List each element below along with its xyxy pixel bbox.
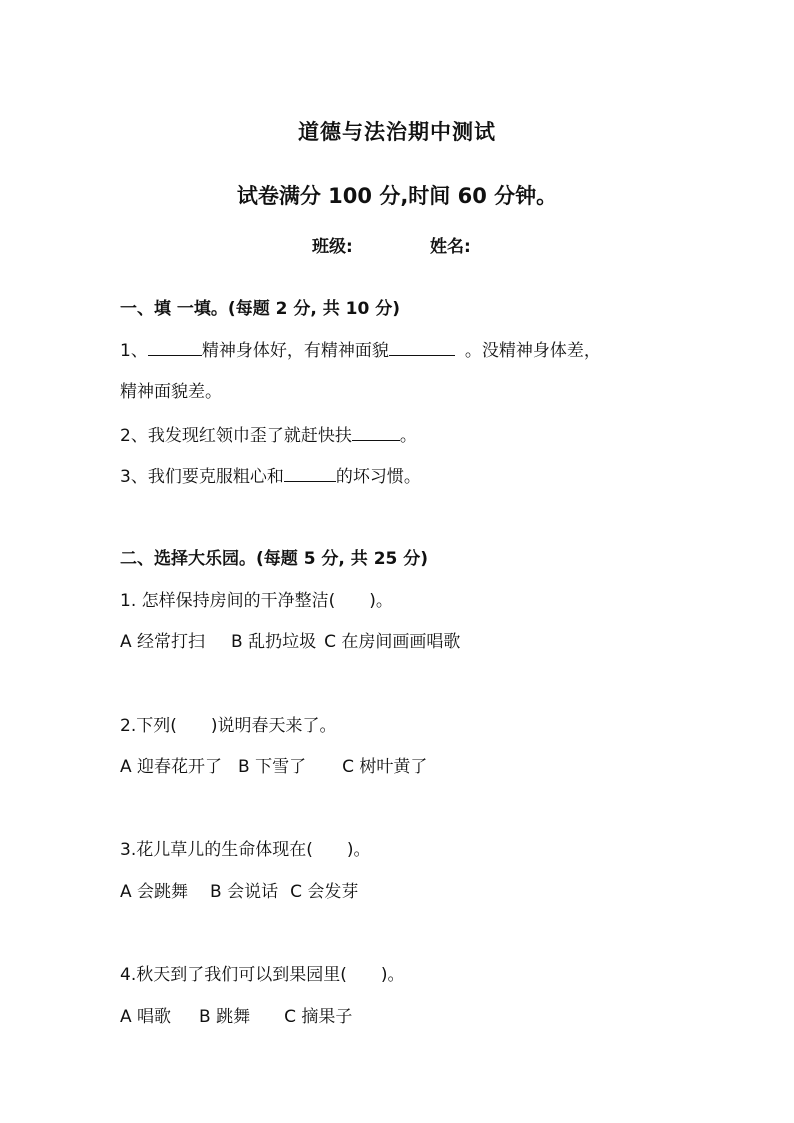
choice-question-1 <box>120 586 393 611</box>
q3-prefix: 3、我们要克服粗心和 <box>120 467 284 487</box>
stem-prefix: 3.花儿草儿的生命体现在( <box>120 840 313 860</box>
choice-question-4 <box>120 960 405 985</box>
choice-options-4 <box>120 1002 352 1027</box>
exam-title: 道德与法治期中测试 <box>298 120 496 144</box>
question-1 <box>120 336 601 361</box>
option-a: A 经常打扫 <box>120 632 206 652</box>
option-c: C 在房间画画唱歌 <box>324 632 461 652</box>
choice-options-2 <box>120 752 427 777</box>
choice-options-1 <box>120 627 460 652</box>
option-b: B 跳舞 <box>199 1007 251 1027</box>
question-3 <box>120 462 421 487</box>
option-c: C 树叶黄了 <box>342 757 428 777</box>
question-2 <box>120 421 417 446</box>
option-a: A 迎春花开了 <box>120 757 223 777</box>
q2-suffix: 。 <box>399 426 417 446</box>
answer-blank <box>352 426 400 441</box>
stem-suffix: )。 <box>369 591 393 611</box>
q3-suffix: 的坏习惯。 <box>335 467 421 487</box>
choice-question-3 <box>120 835 371 860</box>
exam-subtitle: 试卷满分 100 分,时间 60 分钟。 <box>236 184 558 208</box>
option-c: C 会发芽 <box>290 882 359 902</box>
q1-prefix: 1、 <box>120 341 148 361</box>
class-label: 班级: <box>312 237 353 257</box>
choice-question-2 <box>120 711 337 736</box>
answer-blank <box>284 467 336 482</box>
answer-blank <box>389 341 455 356</box>
section1-heading: 一、填 一填。(每题 2 分, 共 10 分) <box>120 299 400 319</box>
q2-prefix: 2、我发现红领巾歪了就赶快扶 <box>120 426 352 446</box>
stem-prefix: 2.下列( <box>120 716 177 736</box>
question-1-line2: 精神面貌差。 <box>120 382 222 402</box>
option-a: A 唱歌 <box>120 1007 172 1027</box>
choice-options-3 <box>120 877 358 902</box>
stem-suffix: )。 <box>380 965 405 985</box>
option-b: B 会说话 <box>210 882 279 902</box>
option-b: B 下雪了 <box>238 757 307 777</box>
q1-suffix: 。没精神身体差， <box>464 341 601 361</box>
stem-prefix: 4.秋天到了我们可以到果园里( <box>120 965 347 985</box>
option-c: C 摘果子 <box>284 1007 353 1027</box>
option-b: B 乱扔垃圾 <box>231 632 317 652</box>
section2-heading: 二、选择大乐园。(每题 5 分, 共 25 分) <box>120 549 429 569</box>
option-a: A 会跳舞 <box>120 882 189 902</box>
stem-prefix: 1. 怎样保持房间的干净整洁( <box>120 591 336 611</box>
answer-blank <box>148 341 202 356</box>
q1-mid: 精神身体好，有精神面貌 <box>201 341 389 361</box>
stem-suffix: )说明春天来了。 <box>210 716 337 736</box>
stem-suffix: )。 <box>346 840 371 860</box>
name-label: 姓名: <box>430 237 471 257</box>
